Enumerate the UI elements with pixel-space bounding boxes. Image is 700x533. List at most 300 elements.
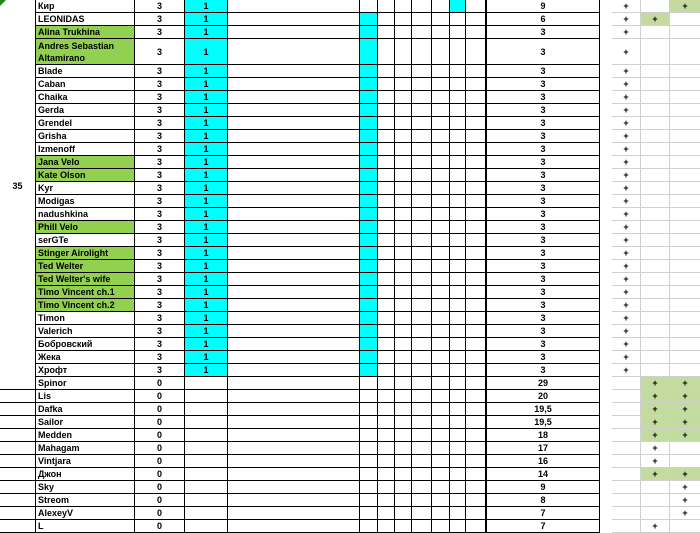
plus-cell[interactable] bbox=[641, 169, 670, 182]
value-cell[interactable]: 1 bbox=[185, 351, 228, 364]
empty-cell[interactable] bbox=[466, 364, 486, 377]
player-name-cell[interactable]: Хрофт bbox=[35, 364, 135, 377]
empty-cell[interactable] bbox=[432, 65, 450, 78]
player-name-cell[interactable]: serGTe bbox=[35, 234, 135, 247]
empty-cell[interactable] bbox=[395, 520, 412, 533]
empty-cell[interactable] bbox=[228, 104, 360, 117]
empty-cell[interactable] bbox=[395, 208, 412, 221]
empty-cell[interactable] bbox=[395, 403, 412, 416]
score-cell[interactable]: 3 bbox=[486, 39, 600, 65]
empty-cell[interactable] bbox=[466, 143, 486, 156]
value-cell[interactable]: 1 bbox=[185, 156, 228, 169]
empty-cell[interactable] bbox=[450, 65, 466, 78]
empty-cell[interactable] bbox=[360, 416, 378, 429]
empty-cell[interactable] bbox=[228, 442, 360, 455]
count-cell[interactable]: 3 bbox=[135, 221, 185, 234]
empty-cell[interactable] bbox=[378, 182, 395, 195]
empty-cell[interactable] bbox=[228, 325, 360, 338]
plus-cell[interactable] bbox=[641, 260, 670, 273]
plus-cell[interactable] bbox=[641, 507, 670, 520]
empty-cell[interactable] bbox=[378, 117, 395, 130]
empty-cell[interactable] bbox=[228, 520, 360, 533]
empty-cell[interactable] bbox=[466, 481, 486, 494]
count-cell[interactable]: 3 bbox=[135, 208, 185, 221]
empty-cell[interactable] bbox=[432, 195, 450, 208]
empty-cell[interactable] bbox=[412, 390, 432, 403]
empty-cell[interactable] bbox=[466, 221, 486, 234]
empty-cell[interactable] bbox=[395, 481, 412, 494]
plus-cell[interactable]: + bbox=[641, 520, 670, 533]
value-cell[interactable]: 1 bbox=[185, 195, 228, 208]
count-cell[interactable]: 3 bbox=[135, 351, 185, 364]
count-cell[interactable]: 0 bbox=[135, 429, 185, 442]
empty-cell[interactable] bbox=[432, 299, 450, 312]
empty-cell[interactable] bbox=[432, 390, 450, 403]
empty-cell[interactable] bbox=[412, 312, 432, 325]
plus-cell[interactable] bbox=[670, 156, 700, 169]
plus-cell[interactable]: + bbox=[612, 195, 641, 208]
score-cell[interactable]: 3 bbox=[486, 117, 600, 130]
empty-cell[interactable] bbox=[466, 455, 486, 468]
empty-cell[interactable] bbox=[412, 260, 432, 273]
empty-cell[interactable] bbox=[432, 403, 450, 416]
plus-cell[interactable] bbox=[670, 13, 700, 26]
empty-cell[interactable] bbox=[432, 39, 450, 65]
plus-cell[interactable] bbox=[612, 390, 641, 403]
empty-cell[interactable] bbox=[228, 143, 360, 156]
empty-cell[interactable] bbox=[466, 468, 486, 481]
empty-cell[interactable] bbox=[378, 442, 395, 455]
plus-cell[interactable]: + bbox=[612, 104, 641, 117]
empty-cell[interactable] bbox=[228, 260, 360, 273]
table-row[interactable] bbox=[0, 429, 700, 442]
empty-cell[interactable] bbox=[412, 13, 432, 26]
value-cell[interactable]: 1 bbox=[185, 143, 228, 156]
empty-cell[interactable] bbox=[412, 325, 432, 338]
player-name-cell[interactable]: Izmenoff bbox=[35, 143, 135, 156]
empty-cell[interactable] bbox=[395, 273, 412, 286]
player-name-cell[interactable]: Grendel bbox=[35, 117, 135, 130]
score-cell[interactable]: 14 bbox=[486, 468, 600, 481]
empty-cell[interactable] bbox=[395, 156, 412, 169]
plus-cell[interactable] bbox=[641, 325, 670, 338]
value-cell[interactable]: 1 bbox=[185, 364, 228, 377]
empty-cell[interactable] bbox=[228, 195, 360, 208]
plus-cell[interactable]: + bbox=[612, 156, 641, 169]
player-name-cell[interactable]: nadushkina bbox=[35, 208, 135, 221]
group-cell[interactable] bbox=[0, 455, 35, 468]
empty-cell[interactable] bbox=[412, 208, 432, 221]
empty-cell[interactable] bbox=[412, 0, 432, 13]
table-row[interactable] bbox=[0, 26, 700, 39]
plus-cell[interactable]: + bbox=[612, 286, 641, 299]
plus-cell[interactable] bbox=[641, 0, 670, 13]
table-row[interactable] bbox=[0, 286, 700, 299]
empty-cell[interactable] bbox=[395, 169, 412, 182]
plus-cell[interactable]: + bbox=[670, 403, 700, 416]
group-cell[interactable] bbox=[0, 416, 35, 429]
player-name-cell[interactable]: Dafka bbox=[35, 403, 135, 416]
plus-cell[interactable] bbox=[670, 221, 700, 234]
player-name-cell[interactable]: Timo Vincent ch.1 bbox=[35, 286, 135, 299]
player-name-cell[interactable]: Lis bbox=[35, 390, 135, 403]
empty-cell[interactable] bbox=[360, 520, 378, 533]
score-cell[interactable]: 29 bbox=[486, 377, 600, 390]
empty-cell[interactable] bbox=[395, 39, 412, 65]
plus-cell[interactable]: + bbox=[670, 390, 700, 403]
plus-cell[interactable] bbox=[670, 78, 700, 91]
empty-cell[interactable] bbox=[360, 234, 378, 247]
plus-cell[interactable]: + bbox=[641, 442, 670, 455]
score-cell[interactable]: 18 bbox=[486, 429, 600, 442]
table-row[interactable] bbox=[0, 325, 700, 338]
empty-cell[interactable] bbox=[466, 494, 486, 507]
empty-cell[interactable] bbox=[432, 377, 450, 390]
empty-cell[interactable] bbox=[466, 26, 486, 39]
empty-cell[interactable] bbox=[432, 0, 450, 13]
empty-cell[interactable] bbox=[432, 429, 450, 442]
empty-cell[interactable] bbox=[360, 143, 378, 156]
empty-cell[interactable] bbox=[466, 195, 486, 208]
count-cell[interactable]: 3 bbox=[135, 117, 185, 130]
plus-cell[interactable] bbox=[612, 403, 641, 416]
empty-cell[interactable] bbox=[432, 312, 450, 325]
plus-cell[interactable]: + bbox=[612, 338, 641, 351]
empty-cell[interactable] bbox=[412, 416, 432, 429]
empty-cell[interactable] bbox=[228, 416, 360, 429]
player-name-cell[interactable]: Andres Sebastian Altamirano bbox=[35, 39, 135, 65]
plus-cell[interactable] bbox=[641, 338, 670, 351]
score-cell[interactable]: 3 bbox=[486, 273, 600, 286]
empty-cell[interactable] bbox=[228, 39, 360, 65]
count-cell[interactable]: 3 bbox=[135, 312, 185, 325]
empty-cell[interactable] bbox=[228, 403, 360, 416]
empty-cell[interactable] bbox=[412, 247, 432, 260]
player-name-cell[interactable]: Кир bbox=[35, 0, 135, 13]
player-name-cell[interactable]: AlexeyV bbox=[35, 507, 135, 520]
plus-cell[interactable] bbox=[670, 455, 700, 468]
empty-cell[interactable] bbox=[466, 299, 486, 312]
empty-cell[interactable] bbox=[378, 65, 395, 78]
player-name-cell[interactable]: Grisha bbox=[35, 130, 135, 143]
empty-cell[interactable] bbox=[466, 416, 486, 429]
empty-cell[interactable] bbox=[378, 26, 395, 39]
player-name-cell[interactable]: Jana Velo bbox=[35, 156, 135, 169]
empty-cell[interactable] bbox=[378, 312, 395, 325]
empty-cell[interactable] bbox=[360, 299, 378, 312]
empty-cell[interactable] bbox=[378, 130, 395, 143]
empty-cell[interactable] bbox=[378, 286, 395, 299]
empty-cell[interactable] bbox=[378, 455, 395, 468]
table-row[interactable] bbox=[0, 104, 700, 117]
empty-cell[interactable] bbox=[395, 494, 412, 507]
empty-cell[interactable] bbox=[432, 13, 450, 26]
empty-cell[interactable] bbox=[378, 351, 395, 364]
count-cell[interactable]: 3 bbox=[135, 195, 185, 208]
empty-cell[interactable] bbox=[228, 221, 360, 234]
empty-cell[interactable] bbox=[450, 195, 466, 208]
plus-cell[interactable]: + bbox=[612, 13, 641, 26]
player-name-cell[interactable]: Alina Trukhina bbox=[35, 26, 135, 39]
plus-cell[interactable] bbox=[670, 143, 700, 156]
empty-cell[interactable] bbox=[412, 182, 432, 195]
empty-cell[interactable] bbox=[450, 403, 466, 416]
plus-cell[interactable] bbox=[670, 325, 700, 338]
count-cell[interactable]: 3 bbox=[135, 364, 185, 377]
empty-cell[interactable] bbox=[378, 325, 395, 338]
score-cell[interactable]: 3 bbox=[486, 325, 600, 338]
plus-cell[interactable] bbox=[641, 312, 670, 325]
group-cell[interactable] bbox=[0, 468, 35, 481]
empty-cell[interactable] bbox=[360, 273, 378, 286]
empty-cell[interactable] bbox=[395, 390, 412, 403]
score-cell[interactable]: 3 bbox=[486, 351, 600, 364]
empty-cell[interactable] bbox=[450, 468, 466, 481]
empty-cell[interactable] bbox=[378, 195, 395, 208]
empty-cell[interactable] bbox=[395, 91, 412, 104]
empty-cell[interactable] bbox=[466, 390, 486, 403]
table-row[interactable] bbox=[0, 364, 700, 377]
plus-cell[interactable]: + bbox=[612, 299, 641, 312]
empty-cell[interactable] bbox=[450, 221, 466, 234]
empty-cell[interactable] bbox=[466, 13, 486, 26]
empty-cell[interactable] bbox=[412, 26, 432, 39]
table-row[interactable] bbox=[0, 416, 700, 429]
plus-cell[interactable] bbox=[670, 286, 700, 299]
player-name-cell[interactable]: Mahagam bbox=[35, 442, 135, 455]
score-cell[interactable]: 3 bbox=[486, 208, 600, 221]
empty-cell[interactable] bbox=[466, 130, 486, 143]
player-name-cell[interactable]: Жека bbox=[35, 351, 135, 364]
player-name-cell[interactable]: Stinger Airolight bbox=[35, 247, 135, 260]
plus-cell[interactable] bbox=[641, 494, 670, 507]
empty-cell[interactable] bbox=[228, 312, 360, 325]
score-cell[interactable]: 3 bbox=[486, 286, 600, 299]
empty-cell[interactable] bbox=[228, 455, 360, 468]
plus-cell[interactable] bbox=[670, 247, 700, 260]
empty-cell[interactable] bbox=[395, 377, 412, 390]
plus-cell[interactable] bbox=[670, 299, 700, 312]
empty-cell[interactable] bbox=[360, 403, 378, 416]
empty-cell[interactable] bbox=[395, 351, 412, 364]
value-cell[interactable]: 1 bbox=[185, 39, 228, 65]
score-cell[interactable]: 19,5 bbox=[486, 403, 600, 416]
empty-cell[interactable] bbox=[432, 507, 450, 520]
plus-cell[interactable]: + bbox=[612, 65, 641, 78]
plus-cell[interactable] bbox=[641, 182, 670, 195]
plus-cell[interactable] bbox=[641, 351, 670, 364]
empty-cell[interactable] bbox=[395, 221, 412, 234]
empty-cell[interactable] bbox=[378, 260, 395, 273]
score-cell[interactable]: 3 bbox=[486, 247, 600, 260]
empty-cell[interactable] bbox=[360, 195, 378, 208]
empty-cell[interactable] bbox=[378, 169, 395, 182]
empty-cell[interactable] bbox=[360, 260, 378, 273]
player-name-cell[interactable]: Timo Vincent ch.2 bbox=[35, 299, 135, 312]
empty-cell[interactable] bbox=[228, 13, 360, 26]
empty-cell[interactable] bbox=[228, 494, 360, 507]
empty-cell[interactable] bbox=[466, 104, 486, 117]
table-row[interactable] bbox=[0, 520, 700, 533]
empty-cell[interactable] bbox=[432, 468, 450, 481]
empty-cell[interactable] bbox=[450, 104, 466, 117]
table-row[interactable] bbox=[0, 312, 700, 325]
empty-cell[interactable] bbox=[228, 390, 360, 403]
empty-cell[interactable] bbox=[450, 78, 466, 91]
plus-cell[interactable]: + bbox=[612, 26, 641, 39]
plus-cell[interactable] bbox=[641, 143, 670, 156]
empty-cell[interactable] bbox=[412, 429, 432, 442]
plus-cell[interactable] bbox=[641, 26, 670, 39]
player-name-cell[interactable]: Chaika bbox=[35, 91, 135, 104]
value-cell[interactable] bbox=[185, 442, 228, 455]
value-cell[interactable] bbox=[185, 377, 228, 390]
empty-cell[interactable] bbox=[228, 286, 360, 299]
empty-cell[interactable] bbox=[466, 91, 486, 104]
player-name-cell[interactable]: Vintjara bbox=[35, 455, 135, 468]
empty-cell[interactable] bbox=[228, 364, 360, 377]
group-cell[interactable] bbox=[0, 429, 35, 442]
empty-cell[interactable] bbox=[412, 299, 432, 312]
empty-cell[interactable] bbox=[432, 247, 450, 260]
player-name-cell[interactable]: Sailor bbox=[35, 416, 135, 429]
empty-cell[interactable] bbox=[360, 494, 378, 507]
plus-cell[interactable] bbox=[641, 221, 670, 234]
empty-cell[interactable] bbox=[412, 104, 432, 117]
plus-cell[interactable] bbox=[670, 182, 700, 195]
empty-cell[interactable] bbox=[360, 325, 378, 338]
empty-cell[interactable] bbox=[450, 325, 466, 338]
score-cell[interactable]: 6 bbox=[486, 13, 600, 26]
empty-cell[interactable] bbox=[395, 182, 412, 195]
score-cell[interactable]: 9 bbox=[486, 481, 600, 494]
empty-cell[interactable] bbox=[432, 143, 450, 156]
empty-cell[interactable] bbox=[378, 494, 395, 507]
player-name-cell[interactable]: Spinor bbox=[35, 377, 135, 390]
table-row[interactable] bbox=[0, 481, 700, 494]
empty-cell[interactable] bbox=[228, 117, 360, 130]
empty-cell[interactable] bbox=[228, 65, 360, 78]
value-cell[interactable] bbox=[185, 507, 228, 520]
score-cell[interactable]: 3 bbox=[486, 312, 600, 325]
score-cell[interactable]: 8 bbox=[486, 494, 600, 507]
empty-cell[interactable] bbox=[395, 468, 412, 481]
empty-cell[interactable] bbox=[395, 299, 412, 312]
player-name-cell[interactable]: Blade bbox=[35, 65, 135, 78]
plus-cell[interactable] bbox=[612, 507, 641, 520]
value-cell[interactable] bbox=[185, 481, 228, 494]
plus-cell[interactable] bbox=[670, 351, 700, 364]
empty-cell[interactable] bbox=[466, 247, 486, 260]
empty-cell[interactable] bbox=[450, 234, 466, 247]
table-row[interactable] bbox=[0, 78, 700, 91]
empty-cell[interactable] bbox=[450, 299, 466, 312]
empty-cell[interactable] bbox=[450, 169, 466, 182]
count-cell[interactable]: 3 bbox=[135, 247, 185, 260]
score-cell[interactable]: 3 bbox=[486, 143, 600, 156]
plus-cell[interactable] bbox=[641, 39, 670, 65]
value-cell[interactable] bbox=[185, 494, 228, 507]
value-cell[interactable] bbox=[185, 403, 228, 416]
score-cell[interactable]: 3 bbox=[486, 364, 600, 377]
empty-cell[interactable] bbox=[378, 468, 395, 481]
plus-cell[interactable]: + bbox=[612, 208, 641, 221]
empty-cell[interactable] bbox=[228, 273, 360, 286]
plus-cell[interactable] bbox=[670, 65, 700, 78]
score-cell[interactable]: 20 bbox=[486, 390, 600, 403]
player-name-cell[interactable]: Kate Olson bbox=[35, 169, 135, 182]
empty-cell[interactable] bbox=[360, 91, 378, 104]
group-cell[interactable] bbox=[0, 507, 35, 520]
empty-cell[interactable] bbox=[395, 325, 412, 338]
table-row[interactable] bbox=[0, 221, 700, 234]
group-cell[interactable] bbox=[0, 520, 35, 533]
plus-cell[interactable]: + bbox=[612, 182, 641, 195]
empty-cell[interactable] bbox=[360, 442, 378, 455]
plus-cell[interactable] bbox=[612, 442, 641, 455]
plus-cell[interactable] bbox=[641, 78, 670, 91]
empty-cell[interactable] bbox=[395, 429, 412, 442]
empty-cell[interactable] bbox=[378, 78, 395, 91]
plus-cell[interactable]: + bbox=[670, 429, 700, 442]
score-cell[interactable]: 3 bbox=[486, 299, 600, 312]
value-cell[interactable]: 1 bbox=[185, 169, 228, 182]
empty-cell[interactable] bbox=[432, 455, 450, 468]
empty-cell[interactable] bbox=[360, 0, 378, 13]
empty-cell[interactable] bbox=[360, 455, 378, 468]
plus-cell[interactable] bbox=[641, 117, 670, 130]
count-cell[interactable]: 3 bbox=[135, 273, 185, 286]
empty-cell[interactable] bbox=[412, 273, 432, 286]
empty-cell[interactable] bbox=[466, 325, 486, 338]
score-cell[interactable]: 3 bbox=[486, 260, 600, 273]
empty-cell[interactable] bbox=[432, 234, 450, 247]
value-cell[interactable]: 1 bbox=[185, 208, 228, 221]
score-cell[interactable]: 16 bbox=[486, 455, 600, 468]
empty-cell[interactable] bbox=[395, 260, 412, 273]
empty-cell[interactable] bbox=[412, 143, 432, 156]
count-cell[interactable]: 3 bbox=[135, 65, 185, 78]
table-row[interactable] bbox=[0, 65, 700, 78]
value-cell[interactable]: 1 bbox=[185, 0, 228, 13]
count-cell[interactable]: 3 bbox=[135, 325, 185, 338]
plus-cell[interactable] bbox=[670, 260, 700, 273]
plus-cell[interactable] bbox=[670, 234, 700, 247]
plus-cell[interactable] bbox=[670, 130, 700, 143]
empty-cell[interactable] bbox=[412, 156, 432, 169]
empty-cell[interactable] bbox=[378, 39, 395, 65]
table-row[interactable] bbox=[0, 468, 700, 481]
value-cell[interactable]: 1 bbox=[185, 312, 228, 325]
empty-cell[interactable] bbox=[395, 26, 412, 39]
empty-cell[interactable] bbox=[378, 364, 395, 377]
empty-cell[interactable] bbox=[450, 377, 466, 390]
plus-cell[interactable] bbox=[670, 91, 700, 104]
empty-cell[interactable] bbox=[412, 221, 432, 234]
player-name-cell[interactable]: Ted Welter bbox=[35, 260, 135, 273]
empty-cell[interactable] bbox=[432, 364, 450, 377]
plus-cell[interactable]: + bbox=[612, 91, 641, 104]
player-name-cell[interactable]: L bbox=[35, 520, 135, 533]
plus-cell[interactable] bbox=[641, 364, 670, 377]
count-cell[interactable]: 0 bbox=[135, 507, 185, 520]
empty-cell[interactable] bbox=[466, 351, 486, 364]
empty-cell[interactable] bbox=[450, 143, 466, 156]
empty-cell[interactable] bbox=[432, 78, 450, 91]
table-row[interactable] bbox=[0, 91, 700, 104]
count-cell[interactable]: 3 bbox=[135, 130, 185, 143]
value-cell[interactable]: 1 bbox=[185, 338, 228, 351]
